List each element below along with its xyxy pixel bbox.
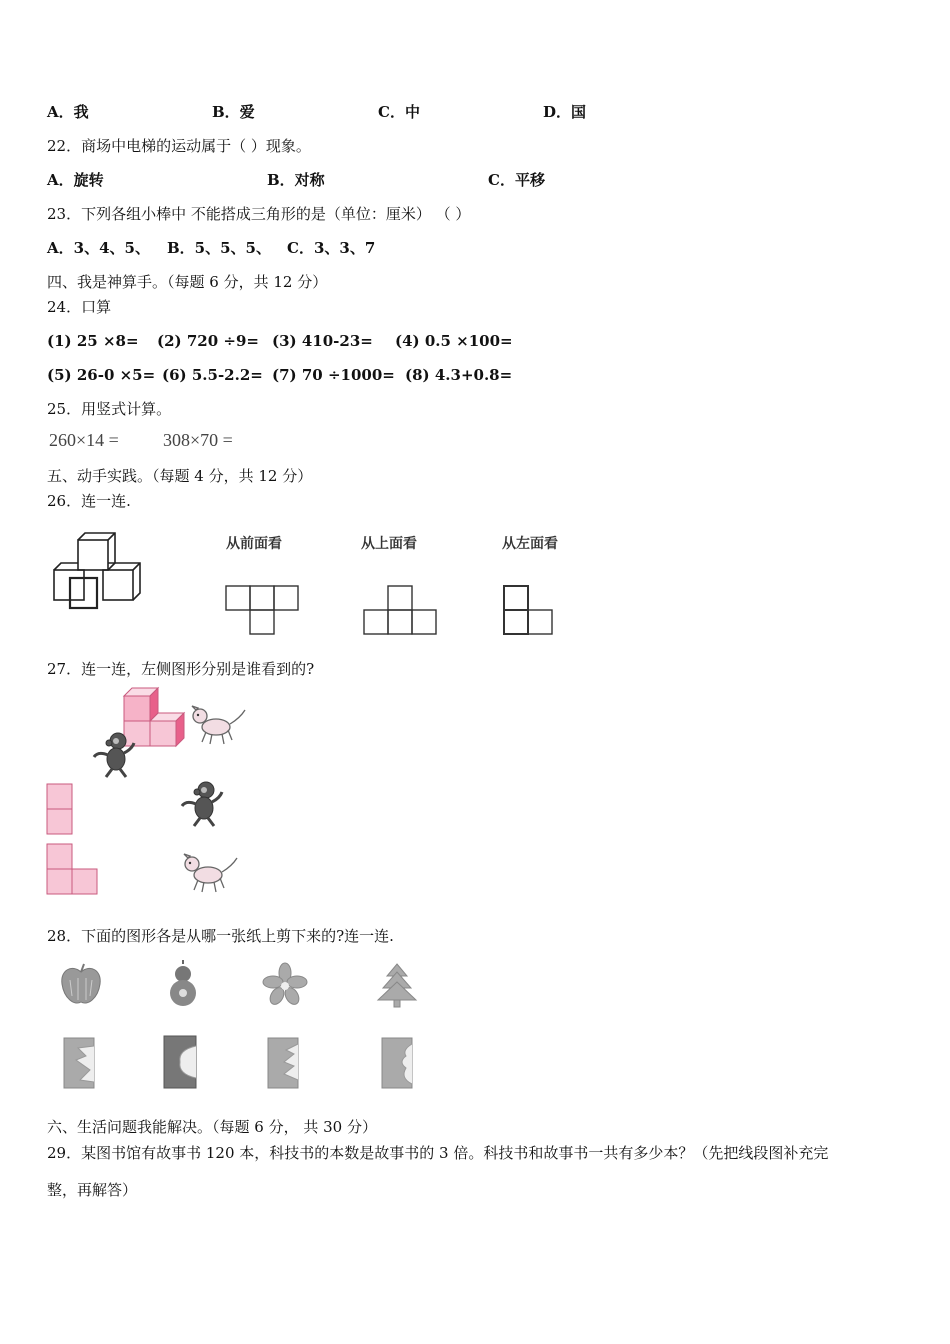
- gourd-cutout-icon: [160, 960, 206, 1008]
- q22-option-c: C．平移: [488, 171, 545, 189]
- q27-stem: 27．连一连，左侧图形分别是谁看到的?: [47, 660, 315, 678]
- q27-pink-shape-vertical: [45, 782, 75, 836]
- q29-stem-line1: 29．某图书馆有故事书 120 本，科技书的本数是故事书的 3 倍。科技书和故事书一共有多少本？（先把线段图补充完: [47, 1144, 829, 1162]
- q22-option-b: B．对称: [267, 171, 325, 189]
- q24-stem: 24．口算: [47, 298, 112, 316]
- monkey-icon: [92, 731, 136, 779]
- q26-cube-stack-figure: [48, 530, 156, 610]
- folded-paper-1-icon: [60, 1036, 100, 1092]
- monkey-icon: [180, 780, 224, 828]
- q21-option-d: D．国: [543, 103, 587, 121]
- q25-stem: 25．用竖式计算。: [47, 400, 172, 418]
- q29-stem-line2: 整，再解答）: [47, 1181, 138, 1199]
- q23-option-b: B．5、5、5、: [167, 239, 271, 257]
- q26-view-label-left: 从左面看: [502, 536, 558, 552]
- folded-paper-2-icon: [160, 1034, 202, 1092]
- folded-paper-4-icon: [378, 1036, 418, 1092]
- q24-item-3: (3) 410-23=: [272, 332, 373, 350]
- folded-paper-3-icon: [264, 1036, 304, 1092]
- q22-option-a: A．旋转: [47, 171, 104, 189]
- q23-option-c: C．3、3、7: [287, 239, 376, 257]
- section5-title: 五、动手实践。（每题 4 分，共 12 分）: [47, 467, 313, 485]
- q26-view-label-front: 从前面看: [226, 536, 282, 552]
- q21-option-b: B．爱: [212, 103, 255, 121]
- q23-stem: 23．下列各组小棒中 不能搭成三角形的是（单位：厘米） （ ）: [47, 205, 471, 223]
- flower-cutout-icon: [262, 962, 308, 1008]
- q26-view-left-shape: [502, 584, 556, 638]
- q25-expr-1: 260×14 =: [49, 430, 119, 450]
- dog-icon: [182, 850, 240, 894]
- q21-option-a: A．我: [47, 103, 89, 121]
- q24-item-2: (2) 720 ÷9=: [157, 332, 259, 350]
- apple-cutout-icon: [58, 962, 104, 1008]
- q24-item-5: (5) 26-0 ×5=: [47, 366, 156, 384]
- q24-item-4: (4) 0.5 ×100=: [395, 332, 513, 350]
- q24-item-8: (8) 4.3+0.8=: [405, 366, 513, 384]
- tree-cutout-icon: [374, 962, 420, 1008]
- dog-icon: [190, 702, 248, 746]
- q24-item-1: (1) 25 ×8=: [47, 332, 139, 350]
- q26-view-front-shape: [224, 584, 302, 638]
- q28-stem: 28．下面的图形各是从哪一张纸上剪下来的?连一连.: [47, 927, 394, 945]
- q25-expr-2: 308×70 =: [163, 430, 233, 450]
- q24-item-7: (7) 70 ÷1000=: [272, 366, 395, 384]
- q23-option-a: A．3、4、5、: [47, 239, 150, 257]
- section6-title: 六、生活问题我能解决。（每题 6 分， 共 30 分）: [47, 1118, 377, 1136]
- q27-pink-shape-l: [45, 842, 101, 896]
- q24-item-6: (6) 5.5-2.2=: [162, 366, 263, 384]
- q21-option-c: C．中: [378, 103, 420, 121]
- q26-view-top-shape: [362, 584, 440, 638]
- q26-stem: 26．连一连.: [47, 492, 131, 510]
- section4-title: 四、我是神算手。（每题 6 分，共 12 分）: [47, 273, 328, 291]
- q26-view-label-top: 从上面看: [361, 536, 417, 552]
- q22-stem: 22．商场中电梯的运动属于（ ）现象。: [47, 137, 311, 155]
